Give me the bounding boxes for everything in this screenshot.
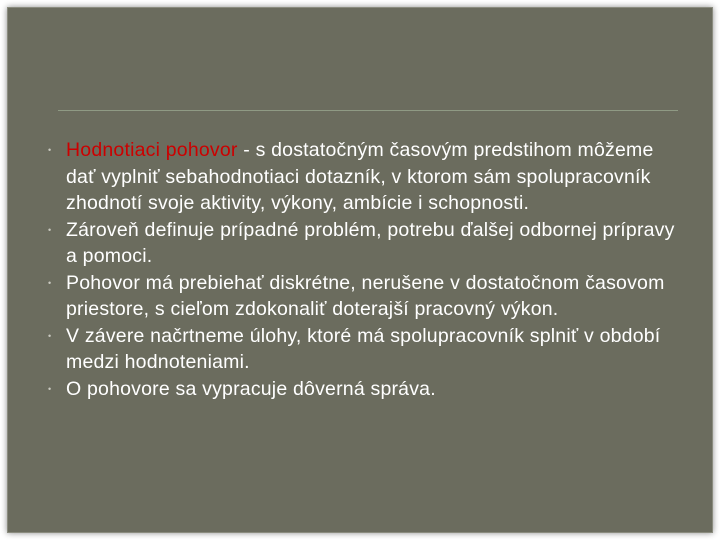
bullet-text: Pohovor má prebiehať diskrétne, nerušene v dostatočnom časovom priestore, s cieľom zdokonaliť doterajší pracovný výkon.: [66, 271, 665, 320]
bullet-icon: •: [48, 224, 52, 235]
bullet-text: Zároveň definuje prípadné problém, potrebu ďalšej odbornej prípravy a pomoci.: [66, 218, 675, 267]
bullet-icon: •: [48, 330, 52, 341]
list-item: [48, 323, 688, 376]
bullet-icon: •: [48, 145, 52, 155]
bullet-icon: •: [48, 277, 52, 288]
bullet-text: - s dostatočným časovým predstihom môžeme dať vyplniť sebahodnotiaci dotazník, v ktorom sám spolupracovník zhodnotí svoje aktivity, výkony, ambície i schopnosti.: [66, 139, 654, 214]
list-item: [48, 376, 688, 403]
list-item: [48, 270, 688, 323]
bullet-text: V závere načrtneme úlohy, ktoré má spolupracovník splniť v období medzi hodnoteniami.: [66, 324, 661, 373]
bullet-icon: •: [48, 383, 52, 394]
bullet-text: O pohovore sa vypracuje dôverná správa.: [66, 377, 436, 400]
bullet-list: [48, 137, 688, 402]
list-item: [48, 217, 688, 270]
list-item: [48, 137, 688, 217]
title-divider: [58, 110, 678, 111]
highlighted-term: Hodnotiaci pohovor: [66, 139, 238, 161]
